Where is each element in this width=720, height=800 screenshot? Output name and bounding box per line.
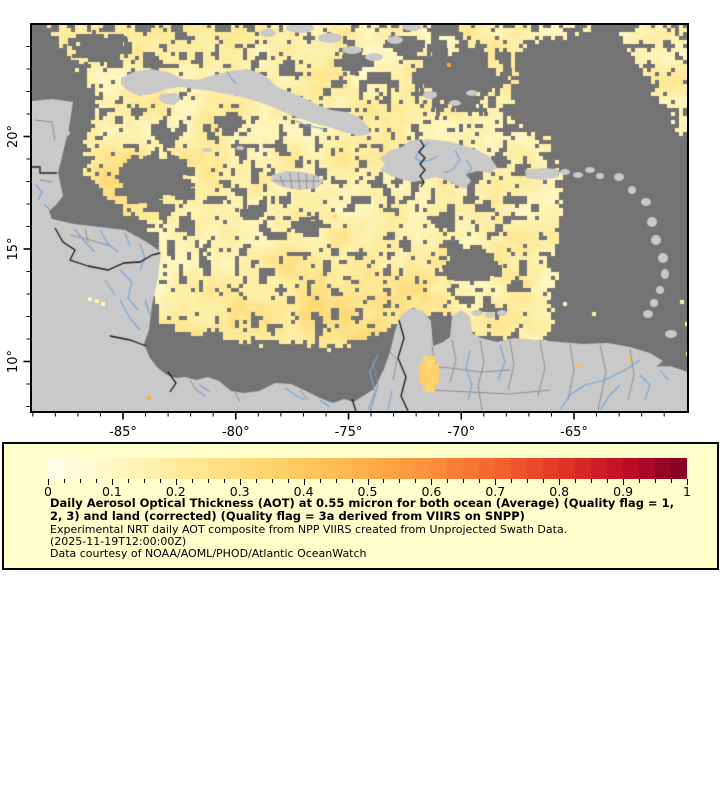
x-axis-tick-label: -70° xyxy=(447,425,476,440)
colorbar-minor-tick xyxy=(671,479,672,483)
colorbar-minor-tick xyxy=(208,479,209,483)
colorbar-minor-tick xyxy=(543,479,544,483)
colorbar-minor-tick xyxy=(479,479,480,483)
legend-title-line-1: Daily Aerosol Optical Thickness (AOT) at 0.55 micron for both ocean (Average) (Quality flag = 1, xyxy=(50,496,674,510)
colorbar-minor-tick xyxy=(511,479,512,483)
colorbar-minor-tick xyxy=(320,479,321,483)
colorbar-minor-tick xyxy=(192,479,193,483)
colorbar-minor-tick xyxy=(224,479,225,483)
colorbar-tick-label: 0.2 xyxy=(165,484,186,499)
colorbar-minor-tick xyxy=(352,479,353,483)
colorbar-minor-tick xyxy=(383,479,384,483)
colorbar-minor-tick xyxy=(80,479,81,483)
map-frame xyxy=(31,24,688,412)
colorbar-minor-tick xyxy=(575,479,576,483)
colorbar-minor-tick xyxy=(447,479,448,483)
y-axis-tick-label: 15° xyxy=(6,237,21,261)
y-axis-tick-label: 10° xyxy=(6,349,21,374)
colorbar-minor-tick xyxy=(415,479,416,483)
colorbar-tick-label: 1 xyxy=(683,484,691,499)
colorbar-minor-tick xyxy=(128,479,129,483)
legend-title-line-2: 2, 3) and land (corrected) (Quality flag = 3a derived from VIIRS on SNPP) xyxy=(50,509,525,523)
legend-box xyxy=(2,442,719,570)
legend-subtitle-line-1: Experimental NRT daily AOT composite from NPP VIIRS created from Unprojected Swath Data. xyxy=(50,523,568,536)
colorbar-gradient xyxy=(48,458,687,479)
colorbar-minor-tick xyxy=(655,479,656,483)
colorbar-minor-tick xyxy=(607,479,608,483)
x-axis-tick-label: -85° xyxy=(109,425,137,440)
legend-credit: Data courtesy of NOAA/AOML/PHOD/Atlantic OceanWatch xyxy=(50,547,367,560)
y-axis-tick-label: 20° xyxy=(6,124,21,149)
colorbar-tick-label: 0.1 xyxy=(101,484,122,499)
colorbar-minor-tick xyxy=(288,479,289,483)
colorbar-minor-tick xyxy=(64,479,65,483)
x-axis-tick-label: -80° xyxy=(221,425,250,440)
colorbar-minor-tick xyxy=(256,479,257,483)
colorbar-minor-tick xyxy=(639,479,640,483)
colorbar-minor-tick xyxy=(591,479,592,483)
colorbar-tick-label: 0.8 xyxy=(549,484,570,499)
colorbar-minor-tick xyxy=(96,479,97,483)
colorbar-minor-tick xyxy=(144,479,145,483)
x-axis-tick-label: -65° xyxy=(560,425,588,440)
colorbar-tick-label: 0.5 xyxy=(357,484,378,499)
colorbar-tick-label: 0.4 xyxy=(293,484,314,499)
colorbar-tick-label: 0.7 xyxy=(485,484,506,499)
legend-timestamp: (2025-11-19T12:00:00Z) xyxy=(50,535,187,548)
colorbar-minor-tick xyxy=(527,479,528,483)
colorbar-tick-label: 0.6 xyxy=(421,484,442,499)
x-axis-tick-label: -75° xyxy=(334,425,363,440)
colorbar-minor-tick xyxy=(272,479,273,483)
colorbar-tick-label: 0 xyxy=(44,484,52,499)
colorbar-minor-tick xyxy=(160,479,161,483)
colorbar-minor-tick xyxy=(399,479,400,483)
colorbar-minor-tick xyxy=(463,479,464,483)
colorbar-tick-label: 0.9 xyxy=(613,484,634,499)
colorbar-minor-tick xyxy=(336,479,337,483)
colorbar-tick-label: 0.3 xyxy=(229,484,250,499)
